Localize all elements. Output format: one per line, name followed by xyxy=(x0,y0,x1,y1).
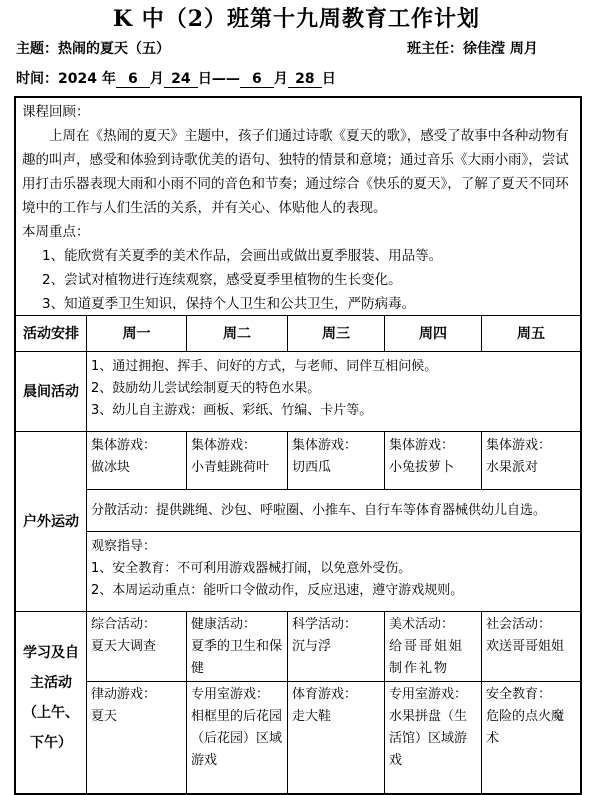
activity-type: 专用室游戏： xyxy=(389,687,468,702)
learning-wed-1 xyxy=(288,612,385,682)
teacher-line xyxy=(407,38,538,58)
teacher-value: 徐佳滢 周月 xyxy=(463,41,538,57)
activity-name: 相框里的后花园（后花园）区域游戏 xyxy=(191,709,283,768)
learning-thu-1 xyxy=(385,612,482,682)
activity-type: 健康活动： xyxy=(191,617,257,632)
time-line xyxy=(16,68,336,88)
activity-name: 沉与浮 xyxy=(292,639,332,654)
game-name: 水果派对 xyxy=(486,460,539,475)
focus-item: 2、尝试对植物进行连续观察，感受夏季里植物的生长变化。 xyxy=(42,272,402,288)
learning-label-line: 学习及自 xyxy=(23,645,79,661)
outdoor-game-mon xyxy=(87,432,187,490)
game-name: 做冰块 xyxy=(91,460,131,475)
learning-fri-2 xyxy=(482,682,580,793)
free-activity: 分散活动：提供跳绳、沙包、呼啦圈、小推车、自行车等体育器械供幼儿自选。 xyxy=(87,490,580,532)
learning-thu-2 xyxy=(385,682,482,793)
schedule-header: 活动安排 xyxy=(16,316,87,352)
game-type: 集体游戏： xyxy=(389,438,455,453)
activity-name: 给哥哥姐姐制作礼物 xyxy=(389,639,465,676)
outdoor-game-tue xyxy=(187,432,288,490)
morning-label: 晨间活动 xyxy=(16,352,87,432)
time-year: 2024 年 xyxy=(58,71,116,87)
activity-type: 综合活动： xyxy=(91,617,157,632)
time-label: 时间： xyxy=(16,71,58,87)
game-type: 集体游戏： xyxy=(486,438,552,453)
start-month: 6 xyxy=(116,71,150,88)
learning-mon-2 xyxy=(87,682,187,793)
learning-mon-1 xyxy=(87,612,187,682)
learning-wed-2 xyxy=(288,682,385,793)
page-title: K 中（2）班第十九周教育工作计划 xyxy=(112,6,481,32)
game-type: 集体游戏： xyxy=(91,438,157,453)
activity-name: 危险的点火魔术 xyxy=(486,709,565,746)
start-day: 24 xyxy=(164,71,198,88)
theme-label: 主题： xyxy=(16,41,58,57)
guidance-item: 1、安全教育：不可利用游戏器械打闹，以免意外受伤。 xyxy=(91,561,412,576)
game-type: 集体游戏： xyxy=(292,438,358,453)
outdoor-game-fri xyxy=(482,432,580,490)
activity-name: 夏天大调查 xyxy=(91,639,157,654)
day-mon: 周一 xyxy=(87,316,187,352)
activity-type: 安全教育： xyxy=(486,687,552,702)
observation-guidance xyxy=(87,532,580,612)
course-review xyxy=(16,98,580,316)
day-tue: 周二 xyxy=(187,316,288,352)
end-month-unit: 月 xyxy=(273,71,288,87)
learning-label xyxy=(16,612,87,793)
morning-item: 2、鼓励幼儿尝试绘制夏天的特色水果。 xyxy=(91,381,321,396)
end-month: 6 xyxy=(240,71,274,88)
activity-type: 专用室游戏： xyxy=(191,687,270,702)
focus-heading: 本周重点： xyxy=(22,224,90,240)
activity-name: 夏季的卫生和保健 xyxy=(191,639,283,676)
end-day: 28 xyxy=(288,71,322,88)
activity-name: 水果拼盘（生活馆）区域游戏 xyxy=(389,709,468,768)
learning-label-line: （上午、 xyxy=(23,705,79,721)
game-name: 切西瓜 xyxy=(292,460,332,475)
outdoor-label: 户外运动 xyxy=(16,432,87,612)
outdoor-game-wed xyxy=(288,432,385,490)
activity-type: 美术活动： xyxy=(389,617,455,632)
learning-label-line: 主活动 xyxy=(30,675,72,691)
morning-content xyxy=(87,352,580,432)
day-thu: 周四 xyxy=(385,316,482,352)
review-heading: 课程回顾： xyxy=(22,104,90,120)
learning-label-line: 下午） xyxy=(30,735,72,751)
game-type: 集体游戏： xyxy=(191,438,257,453)
start-day-unit: 日—— xyxy=(197,71,240,87)
focus-item: 1、能欣赏有关夏季的美术作品，会画出或做出夏季服装、用品等。 xyxy=(42,248,443,264)
activity-name: 夏天 xyxy=(91,709,118,724)
guidance-item: 2、本周运动重点：能听口令做动作，反应迅速，遵守游戏规则。 xyxy=(91,583,464,598)
learning-fri-1 xyxy=(482,612,580,682)
plan-table xyxy=(14,96,582,795)
day-wed: 周三 xyxy=(288,316,385,352)
game-name: 小兔拔萝卜 xyxy=(389,460,455,475)
learning-tue-1 xyxy=(187,612,288,682)
focus-item: 3、知道夏季卫生知识，保持个人卫生和公共卫生，严防病毒。 xyxy=(42,296,416,312)
theme-line xyxy=(16,38,170,58)
review-paragraph: 上周在《热闹的夏天》主题中，孩子们通过诗歌《夏天的歌》，感受了故事中各种动物有趣的叫声，感受和体验到诗歌优美的语句、独特的情景和意境；通过音乐《大雨小雨》，尝试用打击乐器表现大雨和小雨不同的音色和节奏；通过综合《快乐的夏天》，了解了夏天不同环境中的工作与人们生活的关系，并有关心、体贴他人的表现。 xyxy=(22,128,569,216)
start-month-unit: 月 xyxy=(149,71,164,87)
activity-name: 欢送哥哥姐姐 xyxy=(486,639,565,654)
teacher-label: 班主任： xyxy=(407,41,463,57)
game-name: 小青蛙跳荷叶 xyxy=(191,460,270,475)
outdoor-game-thu xyxy=(385,432,482,490)
day-fri: 周五 xyxy=(482,316,580,352)
theme-value: 热闹的夏天（五） xyxy=(58,41,170,57)
learning-tue-2 xyxy=(187,682,288,793)
activity-type: 律动游戏： xyxy=(91,687,157,702)
activity-type: 科学活动： xyxy=(292,617,358,632)
activity-type: 社会活动： xyxy=(486,617,552,632)
guidance-heading: 观察指导： xyxy=(91,539,157,554)
morning-item: 3、幼儿自主游戏：画板、彩纸、竹编、卡片等。 xyxy=(91,403,373,418)
activity-name: 走大鞋 xyxy=(292,709,332,724)
morning-item: 1、通过拥抱、挥手、问好的方式，与老师、同伴互相问候。 xyxy=(91,359,438,374)
end-day-unit: 日 xyxy=(321,71,336,87)
activity-type: 体育游戏： xyxy=(292,687,358,702)
